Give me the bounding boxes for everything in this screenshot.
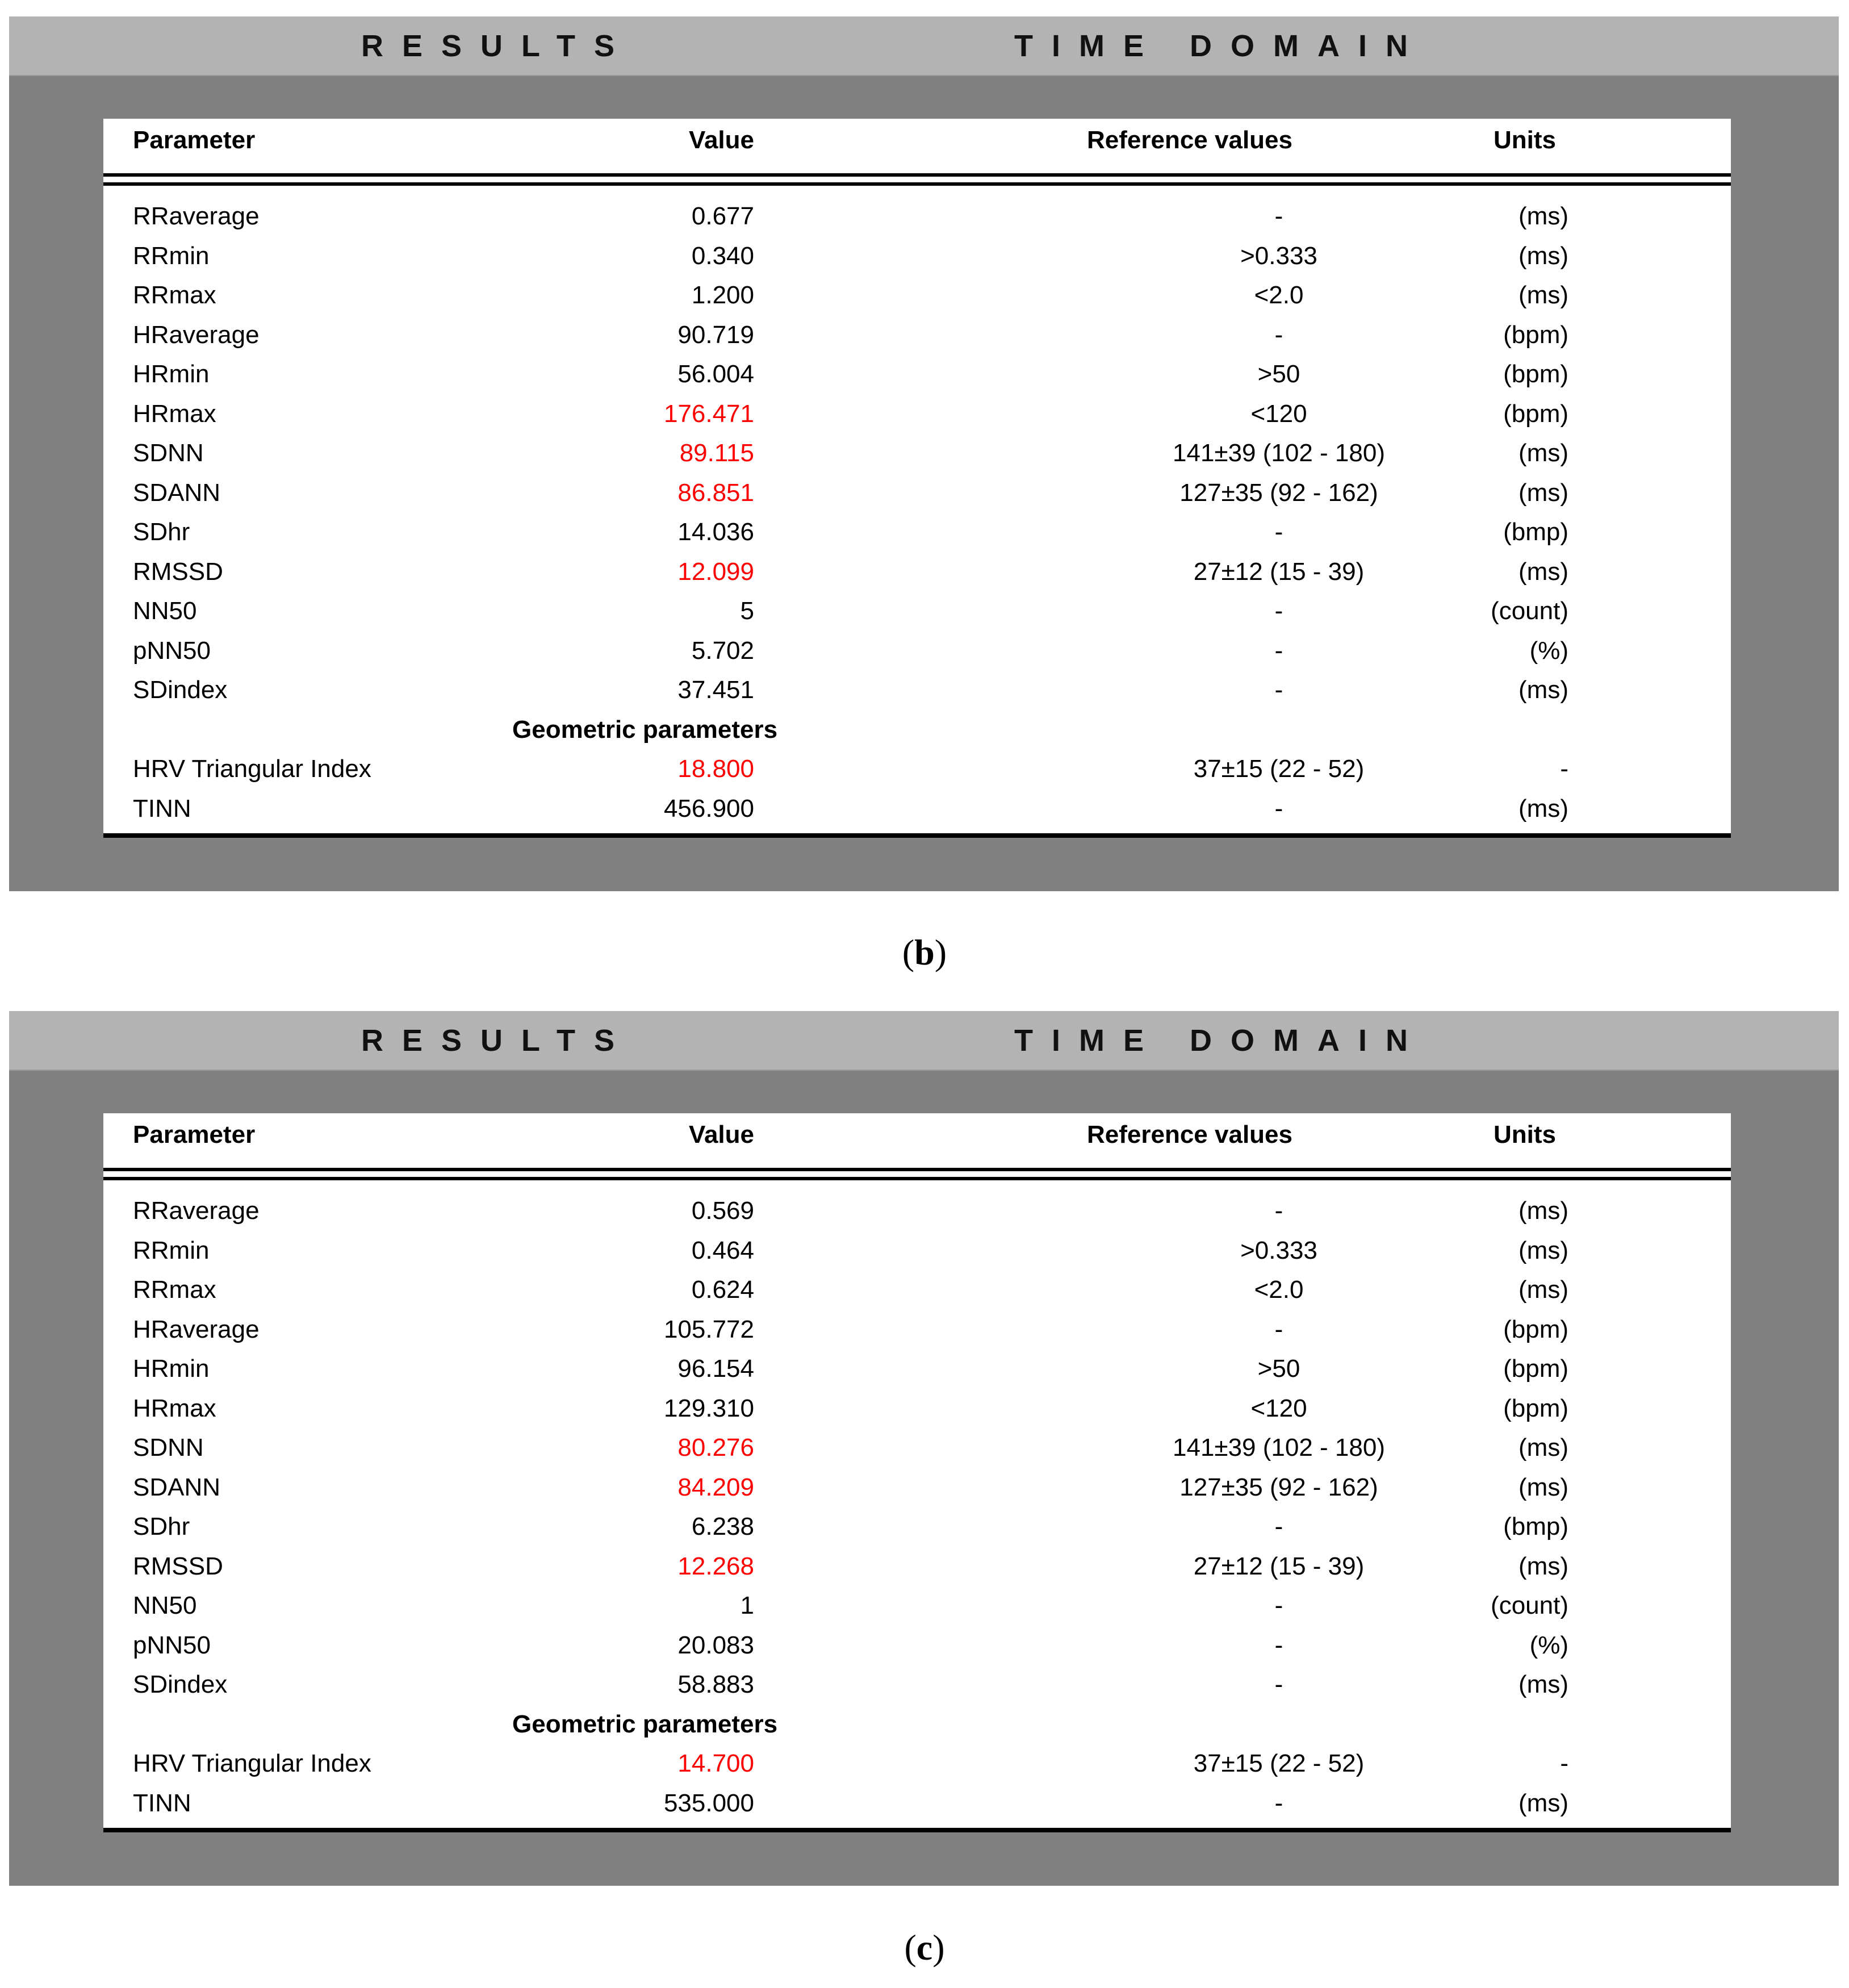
table-row [103, 1785, 1731, 1825]
value: 6.238 [691, 1513, 754, 1540]
value: 58.883 [677, 1670, 754, 1698]
value-out-of-range: 80.276 [677, 1434, 754, 1461]
reference-value: >50 [1257, 360, 1300, 388]
value: 96.154 [677, 1355, 754, 1383]
reference-value: - [1274, 1197, 1283, 1225]
reference-value: - [1274, 676, 1283, 704]
value: 0.624 [691, 1276, 754, 1304]
unit: (ms) [1518, 1789, 1568, 1817]
unit: (ms) [1518, 478, 1568, 507]
reference-value: >0.333 [1240, 241, 1317, 270]
value: 105.772 [663, 1315, 754, 1343]
parameter-name: SDhr [133, 1513, 190, 1540]
value: 129.310 [663, 1394, 754, 1422]
value: 1.200 [691, 281, 754, 309]
parameter-name: SDANN [133, 1473, 221, 1501]
results-title: RESULTS [361, 29, 634, 63]
table-row [103, 277, 1731, 317]
value: 456.900 [663, 794, 754, 822]
results-panel-b [9, 16, 1839, 891]
reference-value: - [1274, 1315, 1283, 1343]
unit: (ms) [1518, 439, 1568, 467]
results-panel-c [9, 1011, 1839, 1886]
reference-value: 127±35 (92 - 162) [1179, 1473, 1378, 1501]
value: 5 [740, 597, 754, 625]
reference-value: <120 [1250, 399, 1307, 428]
table-body [103, 198, 1731, 830]
parameter-name: TINN [133, 794, 191, 822]
value-out-of-range: 18.800 [677, 755, 754, 783]
reference-value: <120 [1250, 1394, 1307, 1422]
table-row [103, 1745, 1731, 1785]
value-out-of-range: 14.700 [677, 1749, 754, 1777]
parameter-name: pNN50 [133, 636, 211, 665]
reference-value: - [1274, 1513, 1283, 1540]
unit: (ms) [1518, 676, 1568, 704]
table-row [103, 1509, 1731, 1548]
parameter-name: HRV Triangular Index [133, 1749, 371, 1777]
reference-value: 141±39 (102 - 180) [1173, 439, 1385, 467]
figure-caption-c: (c) [904, 1927, 945, 1968]
results-title: RESULTS [361, 1024, 634, 1058]
header-divider-bottom [103, 1177, 1731, 1180]
unit: (bpm) [1503, 1394, 1568, 1422]
reference-value: - [1274, 1789, 1283, 1817]
table-row [103, 356, 1731, 396]
value-out-of-range: 176.471 [663, 399, 754, 428]
time-domain-title: TIME DOMAIN [1014, 1024, 1427, 1058]
reference-value: - [1274, 518, 1283, 546]
parameter-name: RRmin [133, 1236, 210, 1264]
reference-value: >0.333 [1240, 1236, 1317, 1264]
value-out-of-range: 84.209 [677, 1473, 754, 1501]
unit: (ms) [1518, 1473, 1568, 1501]
parameter-name: RRaverage [133, 1197, 260, 1225]
table-row [103, 1667, 1731, 1706]
value: 0.340 [691, 241, 754, 270]
table-row [103, 1469, 1731, 1509]
header-parameter: Parameter [133, 1121, 256, 1148]
unit: (bpm) [1503, 320, 1568, 349]
reference-value: - [1274, 202, 1283, 230]
parameter-name: TINN [133, 1789, 191, 1817]
table-row [103, 198, 1731, 238]
unit: (ms) [1518, 1434, 1568, 1461]
parameter-name: HRmax [133, 399, 216, 428]
unit: (ms) [1518, 281, 1568, 309]
table-row [103, 1193, 1731, 1233]
table-header [103, 119, 1731, 173]
unit: (bmp) [1503, 518, 1568, 546]
results-table [103, 1113, 1731, 1832]
table-row [103, 633, 1731, 673]
value: 0.569 [691, 1197, 754, 1225]
geometric-parameters-heading: Geometric parameters [512, 715, 778, 744]
header-reference: Reference values [1087, 126, 1292, 154]
table-row [103, 1351, 1731, 1390]
header-units: Units [1494, 126, 1556, 154]
parameter-name: HRmin [133, 1355, 210, 1383]
unit: (%) [1529, 636, 1568, 665]
parameter-name: HRmin [133, 360, 210, 388]
table-row [103, 514, 1731, 554]
table-row [103, 396, 1731, 436]
reference-value: <2.0 [1254, 281, 1304, 309]
table-row [103, 1312, 1731, 1351]
table-header [103, 1113, 1731, 1168]
reference-value: <2.0 [1254, 1276, 1304, 1304]
reference-value: - [1274, 1631, 1283, 1659]
unit: (bpm) [1503, 1315, 1568, 1343]
unit: (bpm) [1503, 1355, 1568, 1383]
reference-value: - [1274, 1670, 1283, 1698]
reference-value: - [1274, 636, 1283, 665]
table-body [103, 1193, 1731, 1824]
parameter-name: SDhr [133, 518, 190, 546]
section-row [103, 1706, 1731, 1746]
parameter-name: SDindex [133, 676, 228, 704]
parameter-name: HRaverage [133, 1315, 260, 1343]
parameter-name: RRmax [133, 281, 216, 309]
header-divider-top [103, 1168, 1731, 1171]
parameter-name: SDANN [133, 478, 221, 507]
unit: (bpm) [1503, 399, 1568, 428]
unit: (%) [1529, 1631, 1568, 1659]
table-row [103, 475, 1731, 515]
value-out-of-range: 12.268 [677, 1552, 754, 1580]
value: 1 [740, 1592, 754, 1619]
table-row [103, 1588, 1731, 1627]
value: 20.083 [677, 1631, 754, 1659]
value: 0.677 [691, 202, 754, 230]
table-row [103, 1390, 1731, 1430]
header-divider-bottom [103, 182, 1731, 186]
figure-caption-b: (b) [902, 932, 947, 972]
table-row [103, 1548, 1731, 1588]
value: 14.036 [677, 518, 754, 546]
unit: (count) [1491, 597, 1568, 625]
reference-value: 37±15 (22 - 52) [1193, 755, 1365, 783]
reference-value: - [1274, 1592, 1283, 1619]
header-divider-top [103, 173, 1731, 177]
value: 5.702 [691, 636, 754, 665]
unit: (ms) [1518, 1276, 1568, 1304]
unit: (ms) [1518, 1197, 1568, 1225]
value-out-of-range: 12.099 [677, 557, 754, 586]
title-band [9, 16, 1839, 76]
parameter-name: RRaverage [133, 202, 260, 230]
value-out-of-range: 86.851 [677, 478, 754, 507]
parameter-name: HRmax [133, 1394, 216, 1422]
parameter-name: RRmin [133, 241, 210, 270]
parameter-name: NN50 [133, 1592, 197, 1619]
unit: - [1560, 755, 1568, 783]
header-value: Value [689, 1121, 754, 1148]
reference-value: - [1274, 794, 1283, 822]
value: 56.004 [677, 360, 754, 388]
value-out-of-range: 89.115 [679, 439, 754, 467]
results-table [103, 119, 1731, 838]
value: 535.000 [663, 1789, 754, 1817]
parameter-name: SDNN [133, 439, 204, 467]
reference-value: - [1274, 597, 1283, 625]
table-row [103, 593, 1731, 633]
unit: (ms) [1518, 557, 1568, 586]
section-row [103, 712, 1731, 751]
geometric-parameters-heading: Geometric parameters [512, 1710, 778, 1738]
parameter-name: RMSSD [133, 557, 223, 586]
table-row [103, 791, 1731, 830]
header-value: Value [689, 126, 754, 154]
value: 90.719 [677, 320, 754, 349]
unit: (ms) [1518, 1236, 1568, 1264]
unit: (ms) [1518, 241, 1568, 270]
unit: (ms) [1518, 794, 1568, 822]
reference-value: 27±12 (15 - 39) [1193, 557, 1365, 586]
table-row [103, 1272, 1731, 1312]
parameter-name: RRmax [133, 1276, 216, 1304]
unit: (ms) [1518, 1552, 1568, 1580]
parameter-name: HRaverage [133, 320, 260, 349]
table-row [103, 751, 1731, 791]
title-band [9, 1011, 1839, 1071]
parameter-name: NN50 [133, 597, 197, 625]
parameter-name: SDindex [133, 1670, 228, 1698]
reference-value: 27±12 (15 - 39) [1193, 1552, 1365, 1580]
parameter-name: RMSSD [133, 1552, 223, 1580]
caption-letter: c [916, 1927, 933, 1968]
unit: (ms) [1518, 202, 1568, 230]
header-reference: Reference values [1087, 1121, 1292, 1148]
unit: (bmp) [1503, 1513, 1568, 1540]
reference-value: - [1274, 320, 1283, 349]
unit: - [1560, 1749, 1568, 1777]
header-parameter: Parameter [133, 126, 256, 154]
unit: (count) [1491, 1592, 1568, 1619]
reference-value: 37±15 (22 - 52) [1193, 1749, 1365, 1777]
table-row [103, 238, 1731, 278]
value: 0.464 [691, 1236, 754, 1264]
table-row [103, 672, 1731, 712]
reference-value: 127±35 (92 - 162) [1179, 478, 1378, 507]
table-row [103, 1627, 1731, 1667]
time-domain-title: TIME DOMAIN [1014, 29, 1427, 63]
unit: (ms) [1518, 1670, 1568, 1698]
table-row [103, 1430, 1731, 1469]
reference-value: >50 [1257, 1355, 1300, 1383]
header-units: Units [1494, 1121, 1556, 1148]
table-row [103, 1233, 1731, 1272]
parameter-name: pNN50 [133, 1631, 211, 1659]
reference-value: 141±39 (102 - 180) [1173, 1434, 1385, 1461]
parameter-name: HRV Triangular Index [133, 755, 371, 783]
caption-letter: b [914, 932, 935, 972]
value: 37.451 [677, 676, 754, 704]
table-row [103, 435, 1731, 475]
table-row [103, 317, 1731, 357]
table-row [103, 554, 1731, 594]
unit: (bpm) [1503, 360, 1568, 388]
parameter-name: SDNN [133, 1434, 204, 1461]
